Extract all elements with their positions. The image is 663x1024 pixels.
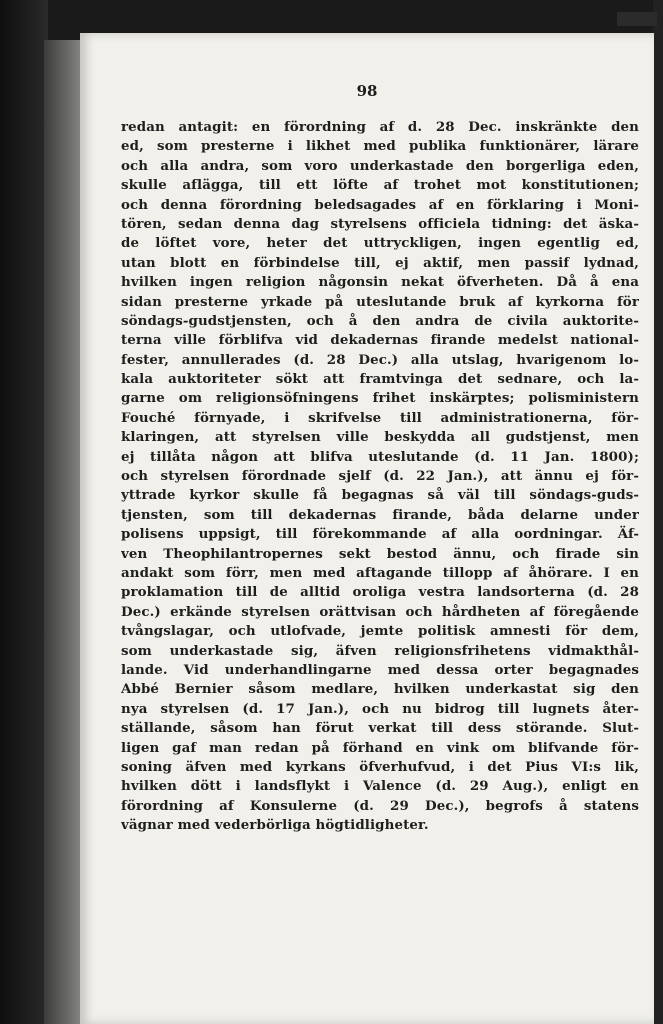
text-line: andakt som förr, men med aftagande tillopp af åhörare. I en	[121, 564, 639, 581]
text-line: redan antagit: en förordning af d. 28 Dec. inskränkte den	[121, 119, 639, 135]
scan-background-right	[653, 0, 663, 1024]
text-line: förordning af Konsulerne (d. 29 Dec.), begrofs å statens	[121, 797, 639, 814]
text-line: polisens uppsigt, till förekommande af alla oordningar. Äf-	[121, 526, 639, 543]
text-line: ven Theophilantropernes sekt bestod ännu, och firade sin	[121, 545, 639, 562]
text-line: tören, sedan denna dag styrelsens officiela tidning: det äska-	[121, 215, 639, 232]
text-line: ställande, såsom han förut verkat till dess störande. Slut-	[121, 720, 639, 737]
text-line: utan blott en förbindelse till, ej aktif, men passif lydnad,	[121, 254, 639, 271]
text-line: tvångslagar, och utlofvade, jemte politisk amnesti för dem,	[121, 623, 639, 640]
text-line: klaringen, att styrelsen ville beskydda all gudstjenst, men	[121, 429, 639, 446]
scan-page-edge	[44, 40, 84, 1024]
text-line: soning äfven med kyrkans öfverhufvud, i det Pius VI:s lik,	[121, 758, 639, 775]
body-text	[121, 118, 639, 835]
text-line: de löftet vore, heter det uttryckligen, ingen egentlig ed,	[121, 235, 639, 252]
text-line: skulle aflägga, till ett löfte af trohet mot konstitutionen;	[121, 177, 639, 194]
text-line: fester, annullerades (d. 28 Dec.) alla utslag, hvarigenom lo-	[121, 351, 639, 368]
text-line: nya styrelsen (d. 17 Jan.), och nu bidrog till lugnets åter-	[121, 700, 639, 717]
text-line: Dec.) erkände styrelsen orättvisan och hårdheten af föregående	[121, 603, 639, 620]
text-line: lande. Vid underhandlingarne med dessa orter begagnades	[121, 661, 639, 678]
page-number: 98	[356, 82, 378, 100]
text-line: som underkastade sig, äfven religionsfrihetens vidmakthål-	[121, 642, 639, 659]
scan-artifact	[617, 12, 657, 26]
text-line: ej tillåta någon att blifva uteslutande (d. 11 Jan. 1800);	[121, 448, 639, 465]
text-line: söndags-gudstjensten, och å den andra de civila auktorite-	[121, 312, 639, 329]
text-line: tjensten, som till dekadernas firande, båda delarne under	[121, 506, 639, 523]
scan-background-left	[0, 0, 48, 1024]
text-line: och denna förordning beledsagades af en förklaring i Moni-	[121, 196, 639, 213]
text-line: kala auktoriteter sökt att framtvinga det sednare, och la-	[121, 371, 639, 388]
text-line: vägnar med vederbörliga högtidligheter.	[121, 817, 429, 834]
text-line: Abbé Bernier såsom medlare, hvilken underkastat sig den	[121, 681, 639, 698]
text-line: och styrelsen förordnade sjelf (d. 22 Jan.), att ännu ej för-	[121, 468, 639, 485]
text-line: Fouché förnyade, i skrifvelse till administrationerna, för-	[121, 409, 639, 426]
text-line: hvilken dött i landsflykt i Valence (d. 29 Aug.), enligt en	[121, 778, 639, 795]
text-line: proklamation till de alltid oroliga vestra landsorterna (d. 28	[121, 584, 639, 601]
text-line: yttrade kyrkor skulle få begagnas så väl till söndags-guds-	[121, 487, 639, 504]
text-line: ed, som presterne i likhet med publika funktionärer, lärare	[121, 138, 639, 155]
text-line: terna ville förblifva vid dekadernas firande medelst national-	[121, 332, 639, 349]
text-line: och alla andra, som voro underkastade den borgerliga eden,	[121, 157, 639, 174]
text-line: ligen gaf man redan på förhand en vink om blifvande för-	[121, 739, 639, 756]
text-line: hvilken ingen religion någonsin nekat öfverheten. Då å ena	[121, 274, 639, 291]
text-line: sidan presterne yrkade på uteslutande bruk af kyrkorna för	[121, 293, 639, 310]
text-line: garne om religionsöfningens frihet inskärptes; polisministern	[121, 390, 639, 407]
